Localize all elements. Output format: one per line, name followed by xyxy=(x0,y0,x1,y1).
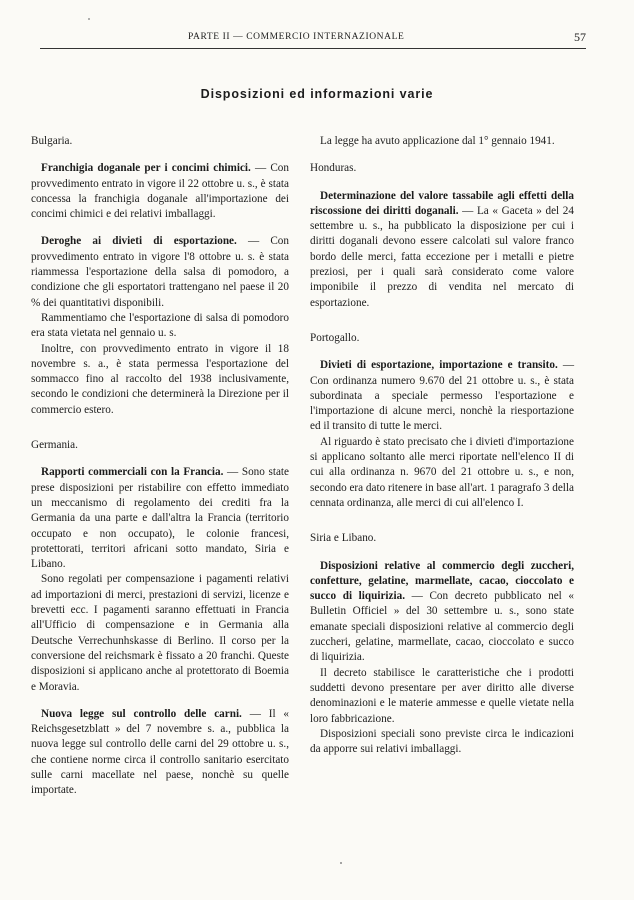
section-germania-carni xyxy=(31,707,289,799)
running-head xyxy=(40,30,586,46)
page-title: Disposizioni ed informazioni varie xyxy=(200,87,434,101)
section-text: — Con provvedimento entrato in vigore l'8 ottobre u. s. è stata riammessa l'esportazione della salsa di pomodoro, a condizione che gli esportatori trattengano nel paese il 20 % dei quantitativi disponibili. xyxy=(31,235,289,309)
paragraph: Al riguardo è stato precisato che i divieti d'importazione si applicano soltanto alle merci riportate nell'elenco II di cui alla ordinanza n. 9670 del 21 ottobre u. s., e non, secondo era dato ritenere in base all'art. 1 paragrafo 3 della cennata ordinanza, alle merci di cui all'elenco I. xyxy=(310,435,574,509)
country-heading-germania: Germania. xyxy=(31,439,78,452)
paragraph: Disposizioni speciali sono previste circa le indicazioni da apporre sui relativi imballaggi. xyxy=(310,727,574,756)
continuation-block xyxy=(310,134,574,149)
section-text: — Sono state prese disposizioni per ristabilire con effetto immediato un meccanismo di regolamento dei crediti fra la Germania da una parte e dall'altra la Francia (territorio occupato e non occupato), le colonie francesi, protettorati, territori africani sotto mandato, Siria e Libano. xyxy=(31,466,289,571)
country-heading-siria: Siria e Libano. xyxy=(310,532,377,545)
section-siria-zuccheri xyxy=(310,559,574,758)
paragraph: Il decreto stabilisce le caratteristiche che i prodotti suddetti devono presentare per aver diritto alle diverse denominazioni e le materie ammesse e quelle vietate nella loro fabbricazione. xyxy=(310,666,574,725)
section-title: Determinazione del valore tassabile agli effetti della riscossione dei diritti doganali. xyxy=(310,189,574,217)
section-honduras-valore xyxy=(310,189,574,311)
section-title: Nuova legge sul controllo delle carni. xyxy=(41,707,242,720)
paragraph: Rammentiamo che l'esportazione di salsa di pomodoro era stata vietata nel gennaio u. s. xyxy=(31,311,289,340)
section-text: — Con decreto pubblicato nel « Bulletin Officiel » del 30 settembre u. s., sono state emanate speciali disposizioni relative al commercio degli zuccheri, gelatine, marmellate, cacao, cioccolato e succo di liquirizia. xyxy=(310,590,574,664)
section-text: — Con ordinanza numero 9.670 del 21 ottobre u. s., è stata subordinata a speciale permesso l'esportazione e l'importazione di alcune merci, nonchè la riesportazione ed il transito di tutte le merci. xyxy=(310,359,574,433)
country-heading-portogallo: Portogallo. xyxy=(310,331,360,344)
paragraph: Inoltre, con provvedimento entrato in vigore il 18 novembre s. a., è stata permessa l'esportazione del sommacco fino al raccolto del 1938 inclusivamente, secondo le condizioni che determinerà la Direzione per il commercio estero. xyxy=(31,342,289,416)
print-speck xyxy=(340,862,342,864)
right-column xyxy=(310,134,574,769)
left-column xyxy=(31,134,289,811)
section-title: Divieti di esportazione, importazione e transito. xyxy=(320,359,558,372)
print-speck xyxy=(88,18,90,20)
section-germania-francia xyxy=(31,465,289,694)
section-title: Deroghe ai divieti di esportazione. xyxy=(41,235,237,248)
paragraph: Sono regolati per compensazione i pagamenti relativi ad importazioni di merci, prestazioni di servizi, licenze e brevetti ecc. I pagamenti saranno effettuati in Francia all'Ufficio di compensazione e in Germania alla Deutsche Verrechunhskasse di Berlino. Il corso per la conversione del reichsmark è fissato a 20 franchi. Queste disposizioni si applicano anche al protettorato di Boemia e Moravia. xyxy=(31,573,289,693)
section-text: — La « Gaceta » del 24 settembre u. s., ha pubblicato la disposizione per cui i diritti doganali devono essere calcolati sul valore franco bordo delle merci, fatta eccezione per i metalli e pietre preziosi, per i quali sarà considerato come valore imponibile il prezzo di vendita nel mercato di esportazione. xyxy=(310,204,574,309)
section-title: Rapporti commerciali con la Francia. xyxy=(41,466,224,479)
section-title: Disposizioni relative al commercio degli zuccheri, confetture, gelatine, marmellate, cacao, cioccolato e succo di liquirizia. xyxy=(310,559,574,603)
section-title: Franchigia doganale per i concimi chimici. xyxy=(41,162,251,175)
country-heading-honduras: Honduras. xyxy=(310,162,357,175)
page-number: 57 xyxy=(574,30,586,44)
section-text: — Con provvedimento entrato in vigore il 22 ottobre u. s., è stata concessa la franchigia doganale all'importazione dei concimi chimici e dei relativi imballaggi. xyxy=(31,162,289,221)
running-head-text: PARTE II — COMMERCIO INTERNAZIONALE xyxy=(188,32,405,42)
section-text: — Il « Reichsgesetzblatt » del 7 novembre s. a., pubblica la nuova legge sul controllo delle carni del 29 ottobre u. s., che contiene norme circa il controllo sanitario esercitato sulle carni macellate nel paese, nonchè su quelle importate. xyxy=(31,707,289,797)
country-heading-bulgaria: Bulgaria. xyxy=(31,135,73,147)
paragraph: La legge ha avuto applicazione dal 1° gennaio 1941. xyxy=(320,135,555,147)
section-portogallo-divieti xyxy=(310,358,574,511)
section-bulgaria-deroghe xyxy=(31,234,289,418)
section-bulgaria-concimi xyxy=(31,161,289,222)
header-rule xyxy=(40,48,586,49)
